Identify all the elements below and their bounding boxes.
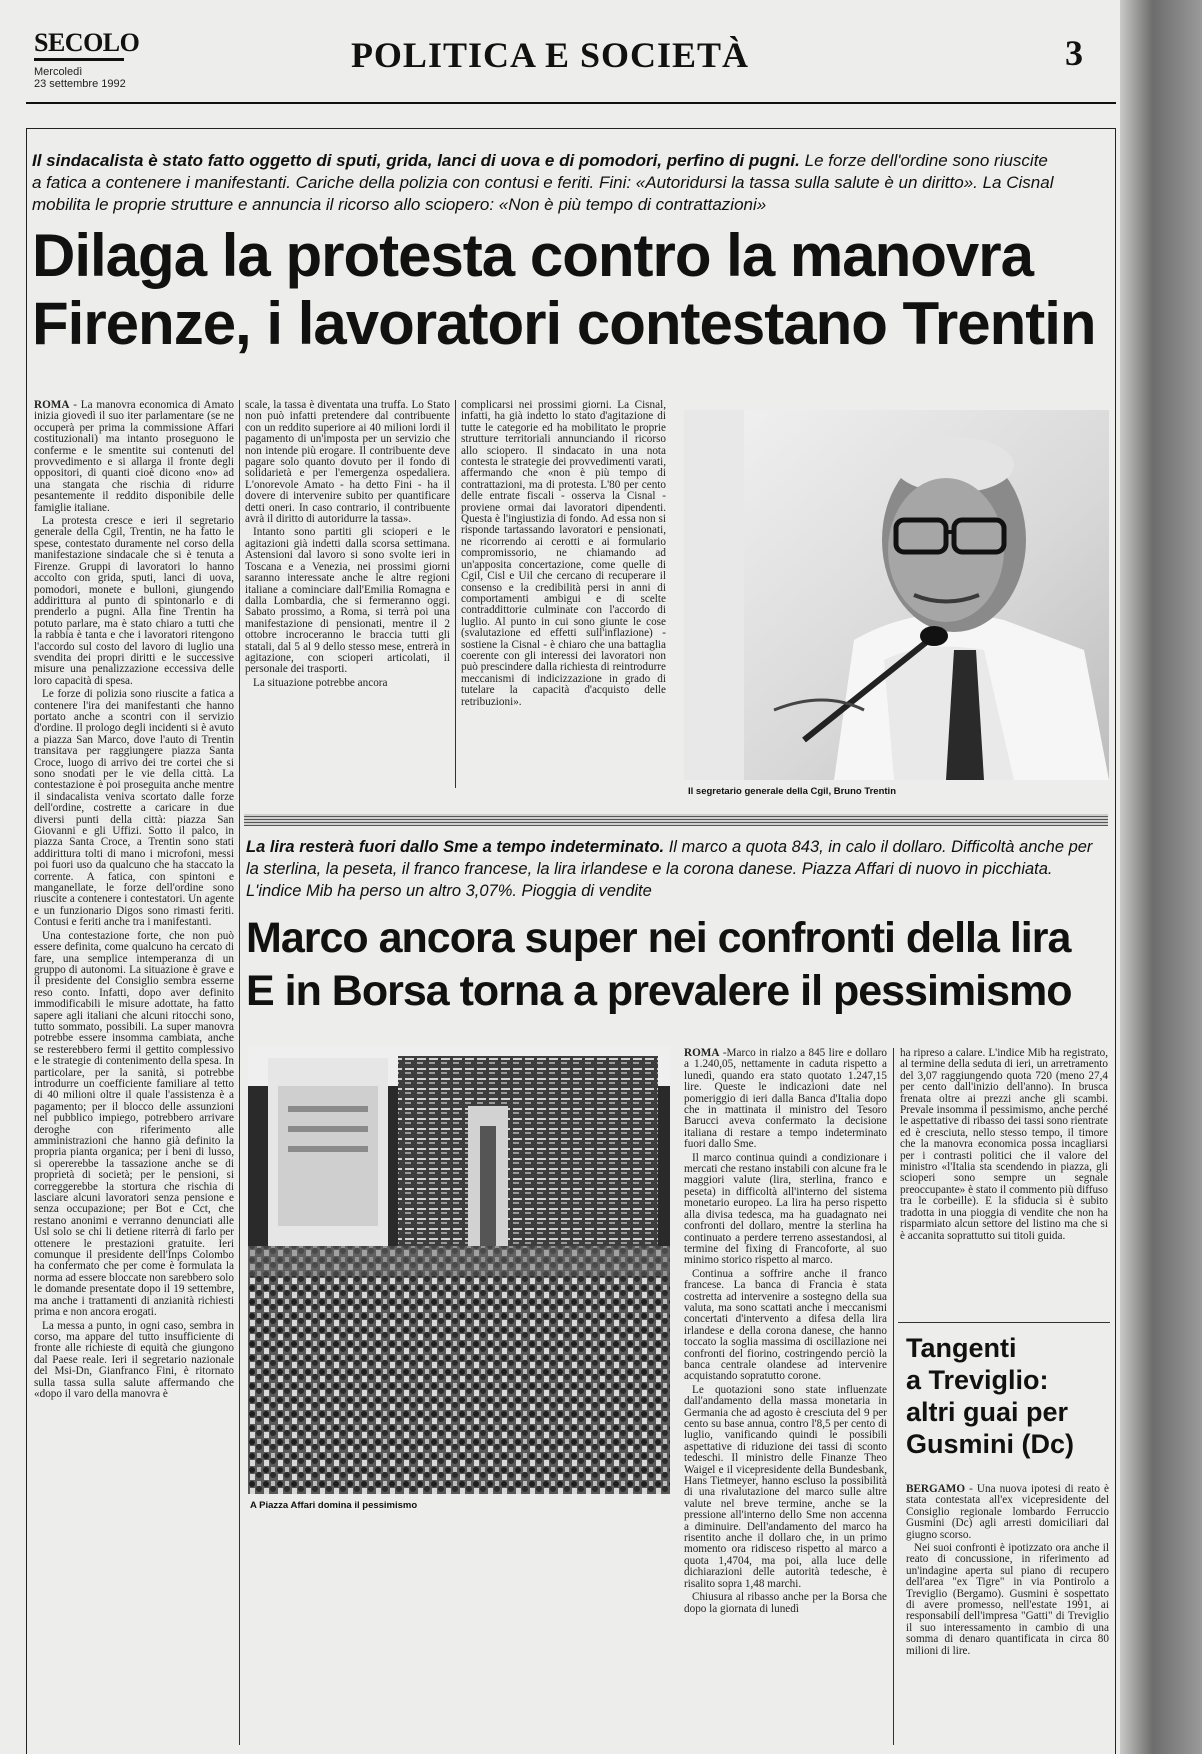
article2-col1-p1 <box>684 1048 887 1151</box>
article2-col1-text: -Marco in rialzo a 845 lire e dollaro a 1.240,05, nettamente in caduta rispetto a lunedì, quando era stato quotato 1.247,15 lire. Queste le indicazioni date nel pomeriggio di ieri dalla Banca d'Italia dopo che in mattinata il ministro del Tesoro Barucci aveva confermato la decisione italiana di restare a tempo indeterminato fuori dallo Sme. <box>684 1048 887 1151</box>
issue-date <box>34 66 126 90</box>
article2-kicker-rest: Il marco a quota 843, in calo il dollaro. Difficoltà anche per la sterlina, la peseta, il franco francese, la lira irlandese e la corona danese. Piazza Affari di nuovo in picchiata. L'indice Mib ha perso un altro 3,07%. Pioggia di vendite <box>246 838 1093 900</box>
article2-col1-p4: Le quotazioni sono state influenzate dall'andamento della massa monetaria in Germania che ad agosto è cresciuta del 9 per cento su base annua, contro l'8,5 per cento di luglio, vanificando quindi le possibili aspettative di riduzione dei tassi di sconto tedeschi. Il ministro delle Finanze Theo Waigel e il vicepresidente della Bundesbank, Hans Tietmeyer, hanno escluso la possibilità di una rivalutazione del marco sulle altre valute nel breve termine, anche se la pressione all'interno dello Sme non accenna a diminuire. Dell'andamento del marco ha risentito anche il dollaro che, in un primo momento ora ridisceso rispetto al marco a quota 1,4704, ma poi, alla luce delle dichiarazioni delle autorità tedesche, è risalito sopra 1,48 marchi. <box>684 1383 887 1590</box>
article2-col1-p3: Continua a soffrire anche il franco francese. La banca di Francia è stata costretta ad intervenire a sostegno della sua valuta, ma sono scattati anche i meccanismi concertati d'intervento a difesa della lira irlandese e della corona danese, che hanno toccato la soglia massima di oscillazione nei confronti del fiorino, costringendo perciò la banca centrale olandese ad intervenire acquistando sopratutto corone. <box>684 1267 887 1383</box>
article2-col2-p1: ha ripreso a calare. L'indice Mib ha registrato, al termine della seduta di ieri, un arretramento del 3,07 raggiungendo quota 720 (meno 27,4 per cento dall'inizio dell'anno). In brusca frenata oltre ai prezzi anche gli scambi. Prevale insomma il pessimismo, anche perché le aspettative di ribasso dei tassi sono rientrate ed è cresciuta, nello stesso tempo, il timore che la manovra economica possa incagliarsi per i contrasti politici che il valore del ministro «l'Italia sta scendendo in piazza, gli scioperi sono sempre un segnale preoccupante» è stato il commento più diffuso tra le corbeille). E la sfiducia si è subito tradotta in una pioggia di vendite che non ha risparmiato alcun settore del listino ma che si è accanita soprattutto sui titoli guida. <box>900 1048 1108 1242</box>
article1-column-1 <box>34 400 234 1745</box>
article2-dateline: ROMA <box>684 1048 720 1059</box>
article1-col1-p4: Una contestazione forte, che non può essere definita, come qualcuno ha cercato di fare, una semplice intemperanza di un gruppo di autonomi. La situazione è grave e il presidente del Consiglio sembra esserne reso conto. Infatti, dopo aver definito immodificabili le misure adottate, ha fatto sapere agli italiani che alcuni ritocchi sono, tutto sommato, possibili. La super manovra potrebbe essere insomma cambiata, anche se resterebbero fermi il gettito complessivo e le strategie di contenimento della spesa. In particolare, per la sanità, si potrebbe introdurre un coefficiente familiare al tetto di 40 milioni oltre il quale l'assistenza è a pagamento; per il blocco delle assunzioni nel pubblico impiego, potrebbero arrivare deroghe con riferimento alle amministrazioni che hanno già definito la propria pianta organica; per i beni di lusso, si opererebbe la tassazione anche se di proprietà di società; per le pensioni, si correggerebbe la stortura che rischia di lasciare alcuni lavoratori senza pensione e senza occupazione; per Bot e Cct, che restano anonimi e verranno denunciati alle Usl solo se chi li detiene riterrà di farlo per ottenere le prestazioni gratuite. Ieri comunque il presidente dell'Inps Colombo ha confermato che per come è formulata la norma ad essere bloccate non sarebbero solo le domande presentate dopo il 19 settembre, ma anche i trattamenti di anzianità richiesti prima e non ancora erogati. <box>34 929 234 1319</box>
piazza-affari-photo <box>248 1046 670 1494</box>
article1-col2-p3: La situazione potrebbe ancora <box>253 676 388 689</box>
section-separator-bar <box>244 814 1108 826</box>
article1-col2-p1: scale, la tassa è diventata una truffa. Lo Stato non può infatti pretendere dal contribuente con un reddito superiore ai 40 milioni lordi il pagamento di un'imposta per un servizio che non intende più erogare. Il contribuente deve pagare solo quanto dovuto per il fondo di solidarietà e per l'emergenza ospedaliera. L'onorevole Amato - ha detto Fini - ha il dovere di intervenire subito per quantificare detti oneri. In caso contrario, il contribuente avrà il diritto di autoridurre la tassa». <box>245 400 450 526</box>
article3-dateline: BERGAMO <box>906 1484 966 1495</box>
article3-headline-line4: Gusmini (Dc) <box>906 1429 1075 1459</box>
section-title: POLITICA E SOCIETÀ <box>350 35 750 75</box>
article3-headline-line2: a Treviglio: <box>906 1365 1049 1395</box>
article2-headline-line2: E in Borsa torna a prevalere il pessimismo <box>246 967 1072 1015</box>
article3-p1 <box>906 1484 1109 1541</box>
issue-day: Mercoledì <box>34 66 83 78</box>
article1-column-3 <box>461 400 666 788</box>
article3-headline-line1: Tangenti <box>906 1333 1017 1363</box>
article1-headline-line1: Dilaga la protesta contro la manovra <box>32 222 1033 289</box>
article2-col1-p2: Il marco continua quindi a condizionare i mercati che restano instabili con alcune fra le maggiori valute (lira, sterlina, franco e peseta) in difficoltà all'interno del sistema monetario europeo. La lira ha perso rispetto alla divisa tedesca, ma ha guadagnato nei confronti del dollaro, mentre la sterlina ha continuato a perdere terreno assestandosi, al termine del fixing di Francoforte, al suo minimo storico rispetto al marco. <box>684 1151 887 1267</box>
article1-headline-line2: Firenze, i lavoratori contestano Trentin <box>32 290 1096 357</box>
page-number: 3 <box>1065 33 1083 73</box>
piazza-affari-photo-image <box>248 1046 670 1494</box>
article1-kicker-bold: Il sindacalista è stato fatto oggetto di sputi, grida, lanci di uova e di pomodori, perfino di pugni. <box>32 151 800 170</box>
logo-underline <box>34 58 124 61</box>
article3-headline <box>906 1332 1106 1460</box>
article2-kicker <box>246 836 1106 902</box>
column-divider <box>893 1048 894 1745</box>
article2-headline <box>246 912 1072 1018</box>
article1-headline <box>32 222 1096 358</box>
page-edge-shadow <box>1120 0 1202 1754</box>
piazza-affari-caption: A Piazza Affari domina il pessimismo <box>250 1500 418 1511</box>
article1-kicker <box>32 150 1062 216</box>
article3-p2: Nei suoi confronti è ipotizzato ora anche il reato di concussione, in riferimento ad un'indagine aperta sul piano di recupero dell'area "ex Tigre" in via Pontirolo a Treviglio (Bergamo). Gusmini è sospettato di avere promesso, nell'estate 1991, ai responsabili dell'impresa "Gatti" di Treviglio il suo interessamento in cambio di una somma di denaro quantificata in circa 80 milioni di lire. <box>906 1542 1109 1657</box>
newspaper-logo: SECOLO <box>34 28 140 57</box>
article1-col1-text: - La manovra economica di Amato inizia giovedì il suo iter parlamentare (se ne occuperà per prima la commissione Affari costituzionali) ma intanto proseguono le conferme e le smentite sui contenuti del provvedimento e si allarga il fronte degli oppositori, di quanti cioè dicono «no» ad una stangata che rischia di ridurre pesantemente il reddito disponibile delle famiglie italiane. <box>34 400 234 514</box>
masthead-rule <box>26 102 1116 104</box>
issue-full-date: 23 settembre 1992 <box>34 78 126 90</box>
article1-col2-p2: Intanto sono partiti gli scioperi e le agitazioni già indetti dalla scorsa settimana. Astensioni dal lavoro si sono svolte ieri in Toscana e a Venezia, nei prossimi giorni saranno interessate anche le altre regioni italiane a cominciare dall'Emilia Romagna e dalla Lombardia, che si fermeranno oggi. Sabato prossimo, a Roma, si terrà poi una manifestazione di pensionati, mentre il 2 ottobre incroceranno le braccia tutti gli statali, dal 5 al 9 dello stesso mese, entrerà in agitazione, con scioperi articolati, il personale dei trasporti. <box>245 526 450 676</box>
article3-lead-text: - Una nuova ipotesi di reato è stata contestata all'ex vicepresidente del Consiglio regionale lombardo Ferruccio Gusmini (Dc) agli arresti domiciliari dal giugno scorso. <box>906 1484 1109 1541</box>
trentin-photo-caption: Il segretario generale della Cgil, Bruno Trentin <box>688 786 896 797</box>
trentin-photo <box>684 410 1109 780</box>
article2-kicker-bold: La lira resterà fuori dallo Sme a tempo indeterminato. <box>246 838 665 856</box>
article3-column <box>906 1484 1109 1746</box>
article2-col1-p5: Chiusura al ribasso anche per la Borsa che dopo la giornata di lunedì <box>684 1591 887 1615</box>
article1-col1-p1 <box>34 400 234 514</box>
article1-col1-p2: La protesta cresce e ieri il segretario generale della Cgil, Trentin, ne ha fatto le spese, contestato duramente nel corso della manifestazione sindacale che si è tenuta a Firenze. Gruppi di lavoratori lo hanno accolto con grida, sputi, lanci di uova, pomodori, monete e bulloni, giungendo addirittura al punto di spintonarlo e di prenderlo a pugni. Alla fine Trentin ha potuto parlare, ma è stato chiaro a tutti che la rabbia è tanta e che i lavoratori ritengono l'accordo sul costo del lavoro di luglio una svendita dei propri diritti e le successive misure una penalizzazione eccessiva delle loro capacità di spesa. <box>34 515 234 687</box>
column-divider <box>239 400 240 1745</box>
article2-column-2 <box>900 1048 1108 1320</box>
article1-col1-p3: Le forze di polizia sono riuscite a fatica a contenere l'ira dei manifestanti che hanno portato anche a scontri con il servizio d'ordine. Il prologo degli incidenti si è avuto a piazza San Marco, dove l'auto di Trentin transitava per raggiungere piazza Santa Croce, luogo di arrivo dei tre cortei che si sono snodati per le vie della città. La contestazione è poi proseguita anche mentre il sindacalista veniva scortato dalle forze dell'ordine, costrette a caricare in due diversi punti della città: piazza San Giovanni e gli Uffizi. Sotto il palco, in piazza Santa Croce, a Trentin sono stati addirittura tolti di mano i microfoni, messi poi fuori uso da qualcuno che ha staccato la corrente. A fatica, con spintoni e manganellate, le forze dell'ordine sono riuscite a contenere i contestatori. Un agente e un funzionario Digos sono rimasti feriti. Contusi e feriti anche tra i manifestanti. <box>34 688 234 929</box>
article1-dateline: ROMA <box>34 400 70 411</box>
article1-column-2 <box>245 400 450 788</box>
article3-headline-line3: altri guai per <box>906 1397 1069 1427</box>
article1-col3-p1: complicarsi nei prossimi giorni. La Cisnal, infatti, ha già indetto lo stato d'agitazione di tutte le categorie ed ha mobilitato le proprie strutture territoriali annunciando il ricorso allo sciopero. Il sindacato in una nota contesta le strategie dei provvedimenti varati, affermando che «non è più tempo di contrattazioni, ma di protesta. L'80 per cento delle entrate fiscali - osserva la Cisnal - proviene ormai dai lavoratori dipendenti. Questa è l'ingiustizia di fondo. Ad essa non si risponde tartassando lavoratori e pensionati, ne ricorrendo ai cerotti e ai formulario compromissorio, ne chiamando ad un'apposita concertazione, come quelle di Cgil, Cisl e Uil che cercano di recuperare il consenso e la credibilità persi in anni di comportamenti ambigui e di scelte contraddittorie culminate con l'accordo di luglio. Al punto in cui sono giunte le cose (svalutazione ed effetti sull'inflazione) - sostiene la Cisnal - è chiaro che una battaglia coerente con gli interessi dei lavoratori non può prescindere dalla richiesta di reintrodurre meccanismi di indicizzazione in grado di tutelare la capacità d'acquisto delle retribuzioni». <box>461 400 666 708</box>
trentin-photo-image <box>684 410 1109 780</box>
column-divider <box>455 400 456 788</box>
article1-kicker-rest: Le forze dell'ordine sono riuscite a fatica a contenere i manifestanti. Cariche della polizia con contusi e feriti. Fini: «Autoridursi la tassa sulla salute è un diritto». La Cisnal mobilita le proprie strutture e annuncia il ricorso allo sciopero: «Non è più tempo di contrattazioni» <box>32 151 1054 214</box>
article1-col1-p5: La messa a punto, in ogni caso, sembra in corso, ma appare del tutto insufficiente di fronte alle richieste di equità che giungono dal Paese reale. Ieri il segretario nazionale del Msi-Dn, Gianfranco Fini, è ritornato sulla tassa sulla salute affermando che «dopo il varo della manovra è <box>34 1319 234 1400</box>
article2-column-1 <box>684 1048 887 1745</box>
article3-top-rule <box>898 1322 1110 1323</box>
article2-headline-line1: Marco ancora super nei confronti della lira <box>246 914 1071 962</box>
